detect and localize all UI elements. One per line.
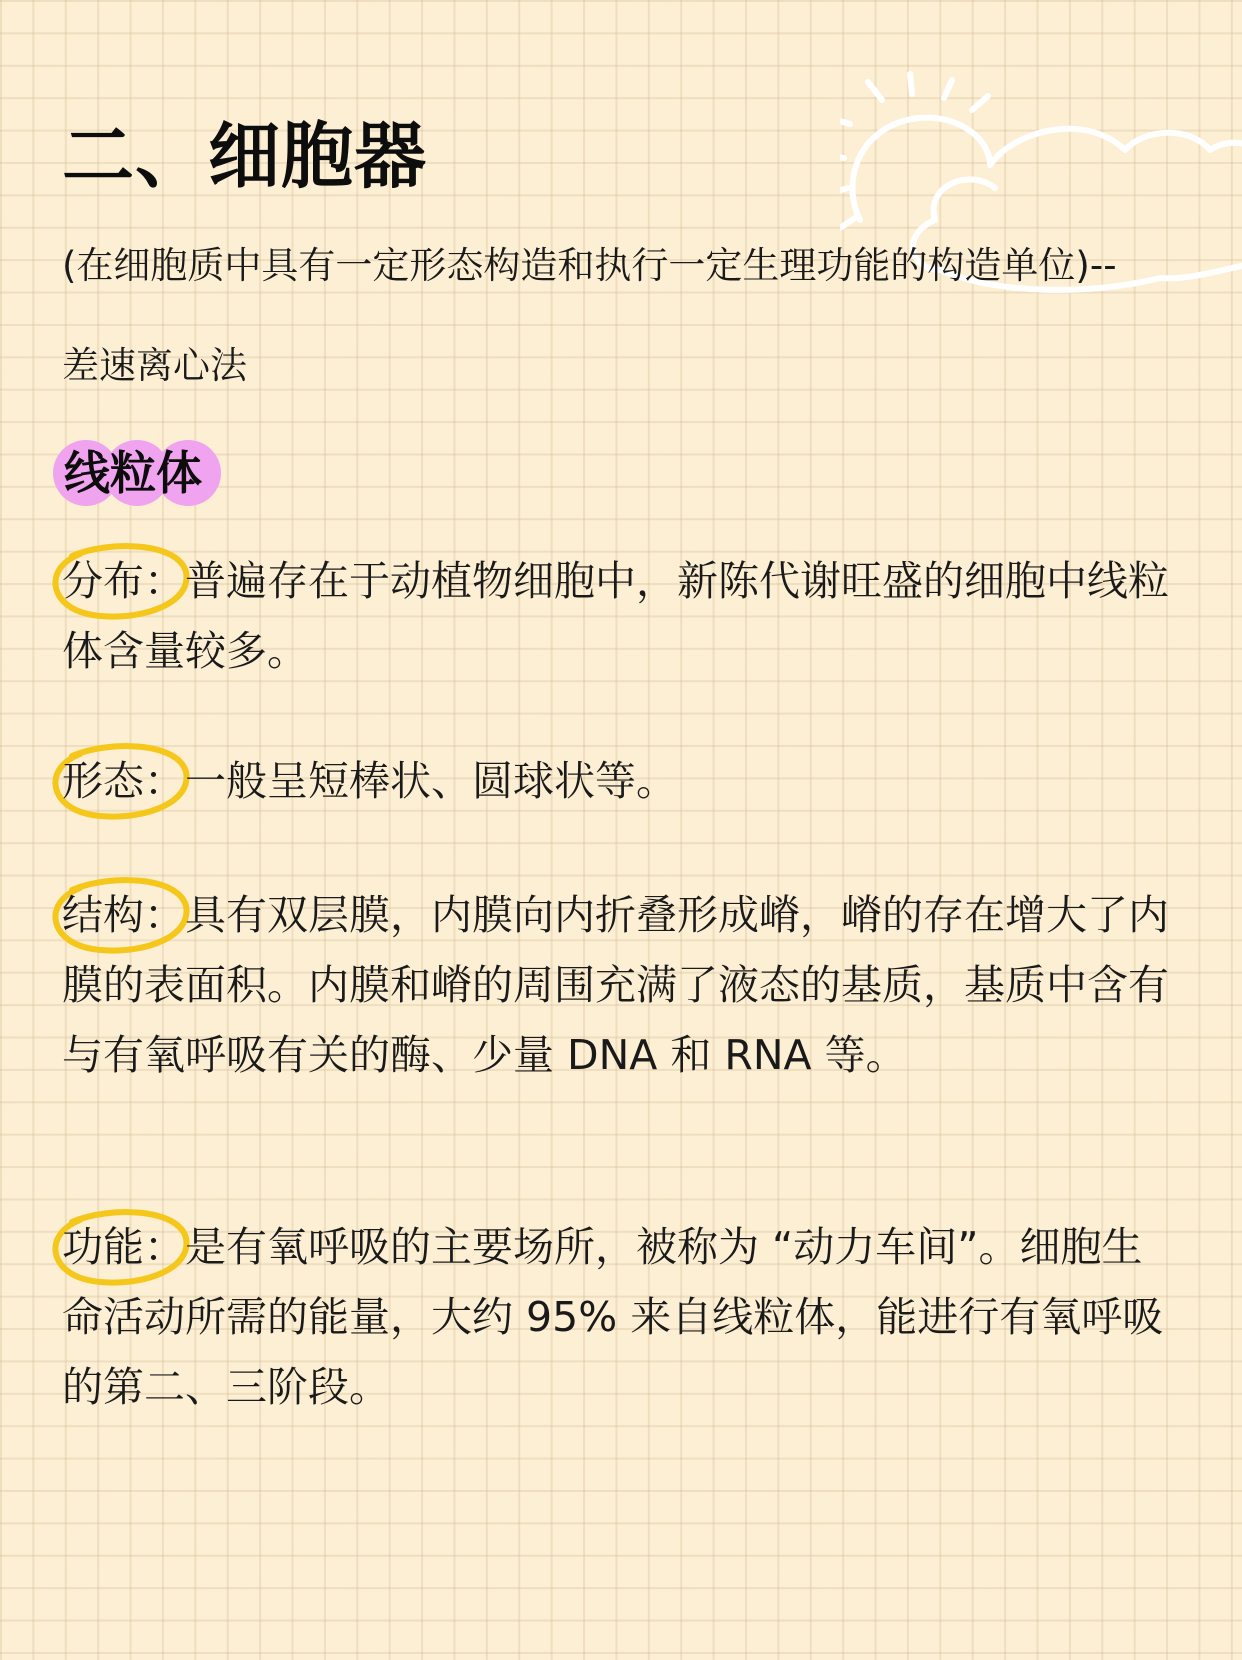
section-function [62,1212,1182,1422]
section-text: 普遍存在于动植物细胞中，新陈代谢旺盛的细胞中线粒体含量较多。 [62,557,1169,675]
section-label: 分布： [62,546,185,616]
definition-text: (在细胞质中具有一定形态构造和执行一定生理功能的构造单位)-- [62,244,1117,287]
section-text: 一般呈短棒状、圆球状等。 [185,757,677,805]
section-shape [62,746,1182,816]
section-distribution [62,546,1182,686]
organelle-tag-label: 线粒体 [64,446,202,500]
section-text: 是有氧呼吸的主要场所，被称为 “动力车间”。细胞生命活动所需的能量，大约 95% 来自线粒体，能进行有氧呼吸的第二、三阶段。 [62,1223,1164,1411]
organelle-tag [52,438,202,508]
section-label: 结构： [62,880,185,950]
section-structure [62,880,1182,1090]
section-label: 功能： [62,1212,185,1282]
section-label: 形态： [62,746,185,816]
page-title: 二、细胞器 [62,114,428,198]
section-text: 具有双层膜，内膜向内折叠形成嵴，嵴的存在增大了内膜的表面积。内膜和嵴的周围充满了液态的基质，基质中含有与有氧呼吸有关的酶、少量 DNA 和 RNA 等。 [62,891,1169,1079]
method-text: 差速离心法 [62,344,247,387]
